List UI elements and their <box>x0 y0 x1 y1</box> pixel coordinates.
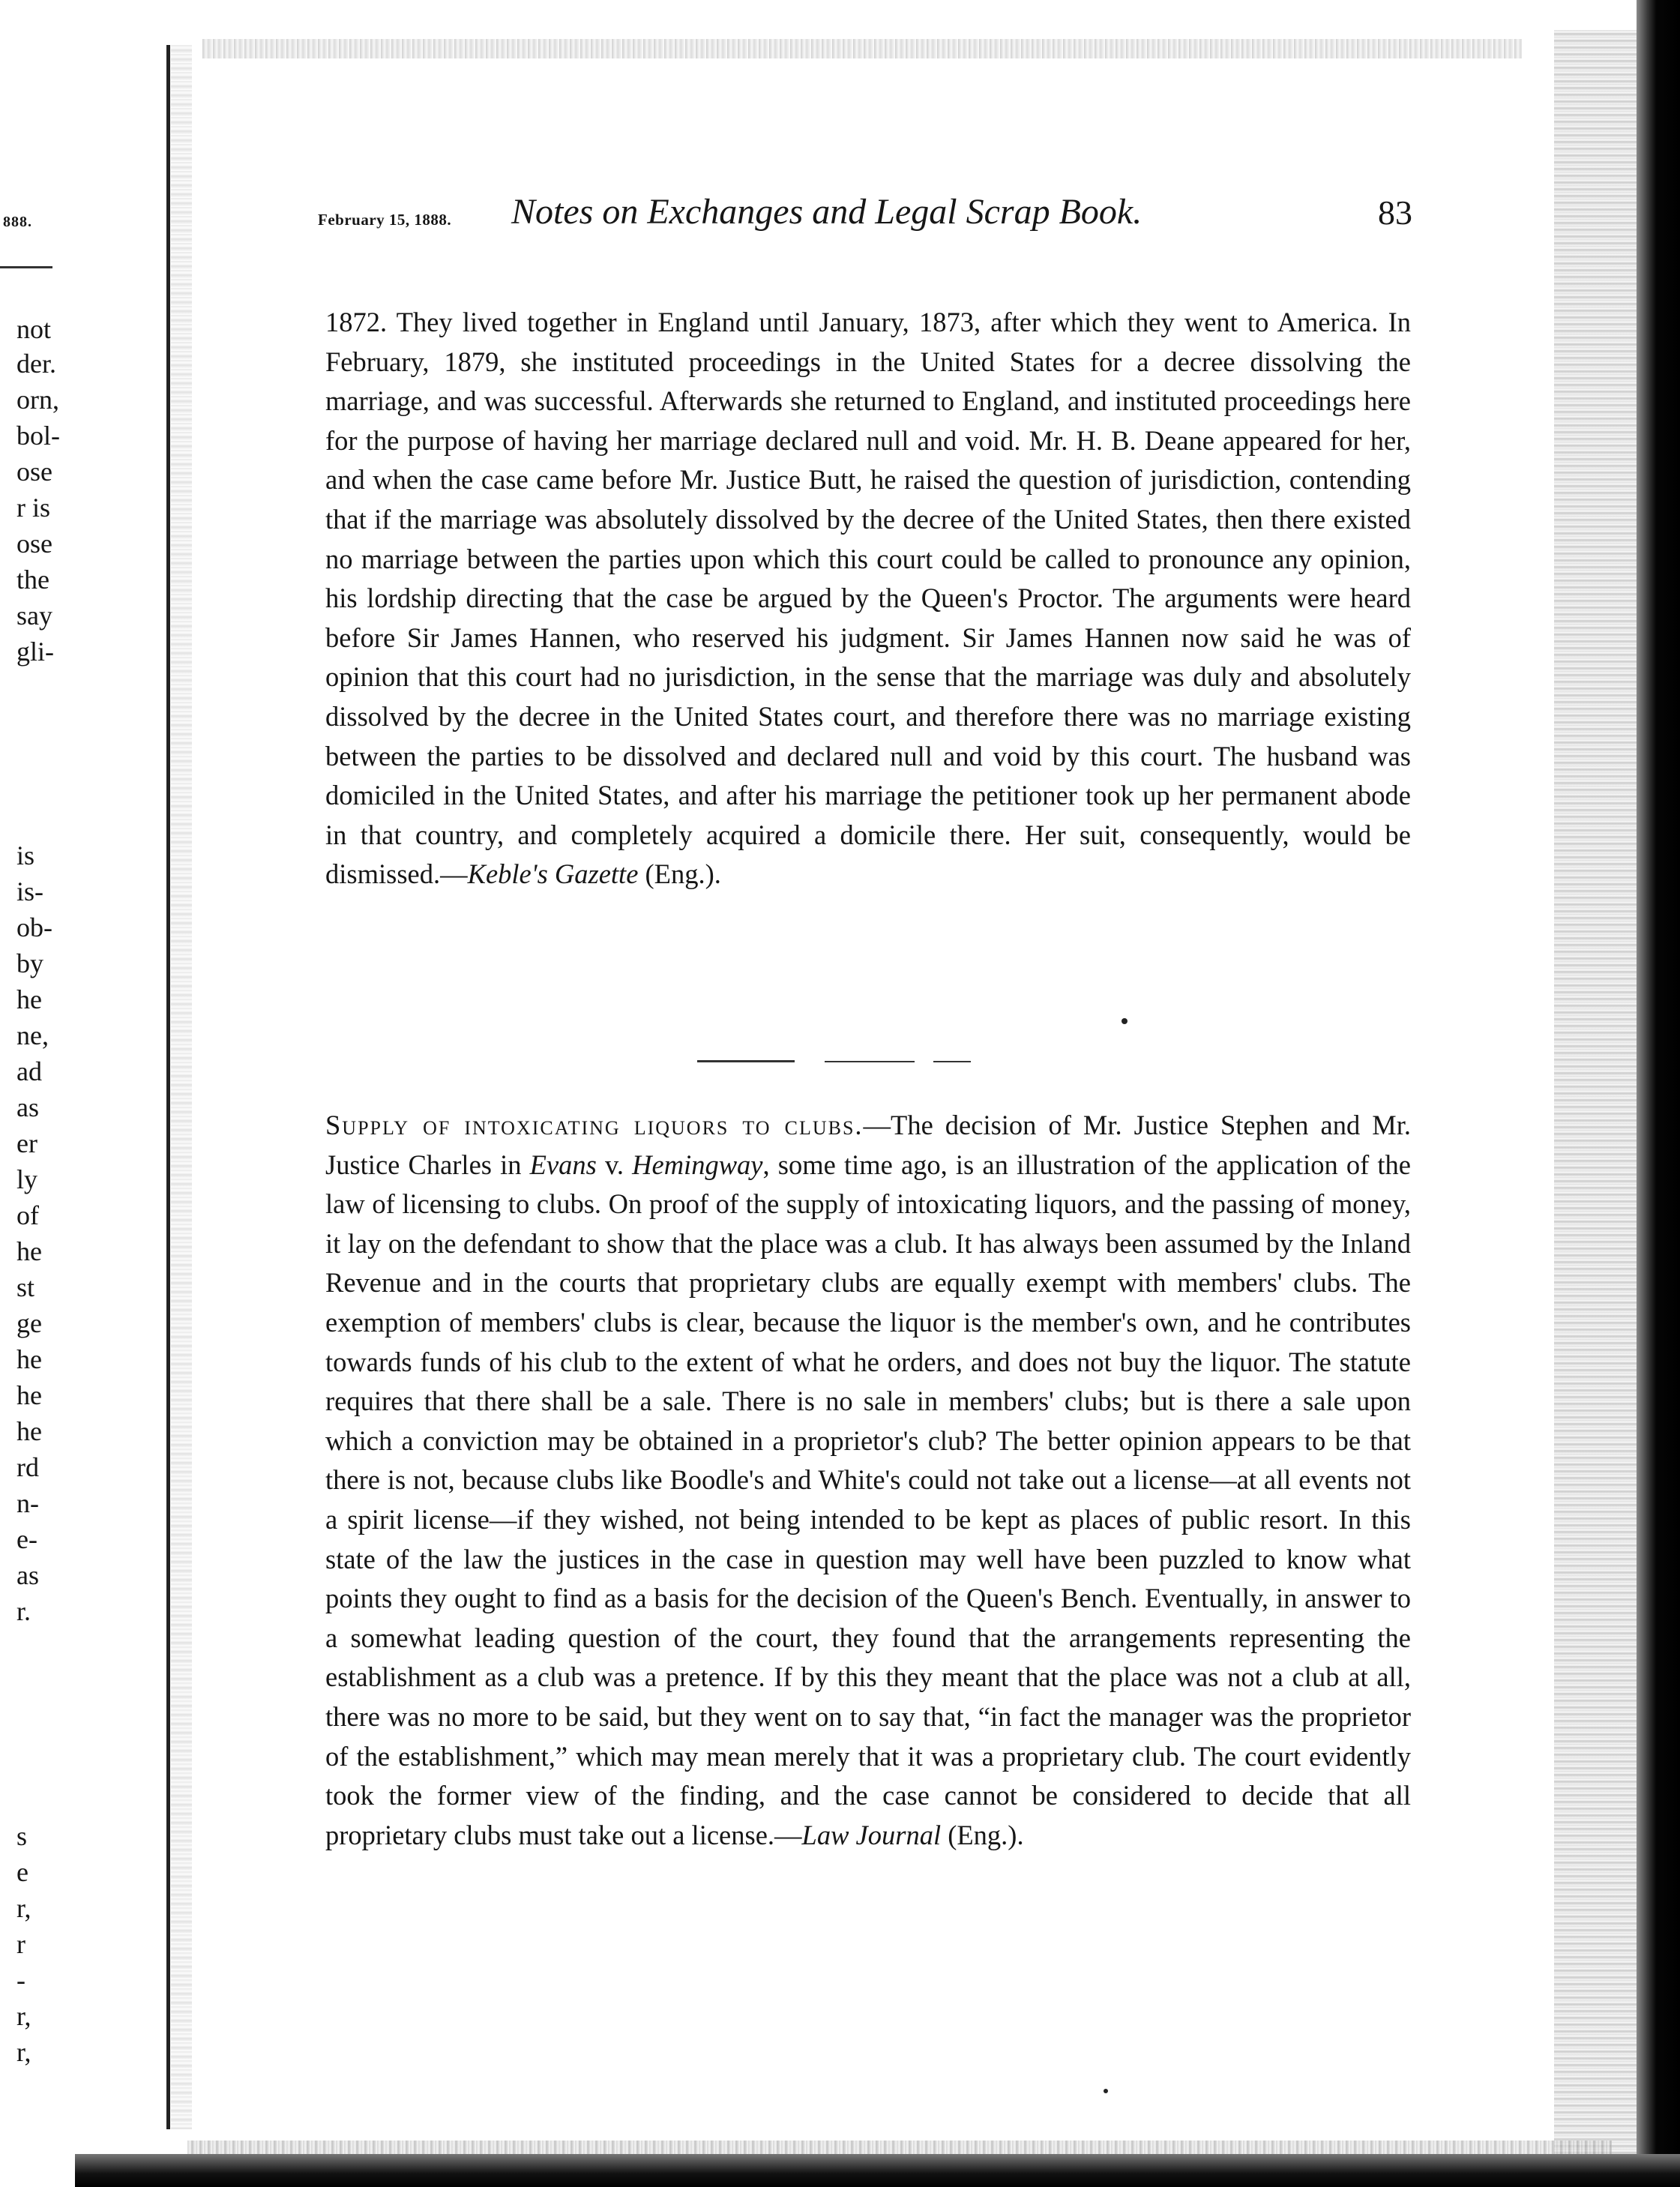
gutter-shadow <box>171 45 192 2129</box>
header-title: Notes on Exchanges and Legal Scrap Book. <box>511 192 1142 232</box>
running-header <box>318 191 1412 244</box>
article-1-source: Keble's Gazette <box>467 858 639 890</box>
article-2-source-suffix: (Eng.). <box>941 1819 1024 1850</box>
prev-page-fragment: orn, <box>16 385 59 415</box>
case-name-hemingway: Hemingway <box>632 1149 763 1180</box>
prev-page-fragment: by <box>16 948 43 978</box>
article-1-body: 1872. They lived together in England until January, 1873, after which they went to America. In February, 1879, she instituted proceedings in the United States for a decree dissolving the marriage, and was successful. Afterwards she returned to England, and instituted proceedings here for the purpose of having her marriage declared null and void. Mr. H. B. Deane appeared for her, and when the case came before Mr. Justice Butt, he raised the question of jurisdiction, contending that if the marriage was absolutely dissolved by the decree of the United States, then there existed no marriage between the parties upon which this court could be called to pronounce any opinion, his lordship directing that the case be argued by the Queen's Proctor. The arguments were heard before Sir James Hannen, who reserved his judgment. Sir James Hannen now said he was of opinion that this court had no jurisdiction, in the sense that the marriage was duly and absolutely dissolved by the decree in the United States court, and therefore there was no marriage existing between the parties to be dissolved and declared null and void by this court. The husband was domiciled in the United States, and after his marriage the petitioner took up her permanent abode in that country, and completely acquired a domicile there. Her suit, consequently, would be dismissed.— <box>325 307 1411 890</box>
prev-page-fragment: r is <box>16 493 50 523</box>
article-intoxicating-liquors <box>325 1106 1411 1855</box>
prev-page-fragment: ly <box>16 1164 38 1194</box>
prev-page-fragment: n- <box>16 1488 39 1518</box>
article-2-paragraph <box>325 1106 1411 1855</box>
scan-edge-right <box>1637 0 1680 2187</box>
prev-page-fragment: r. <box>16 1596 31 1626</box>
prev-page-fragment: gli- <box>16 637 54 667</box>
prev-page-fragment: r <box>16 1929 25 1959</box>
prev-page-fragment: st <box>16 1272 35 1302</box>
prev-page-fragment: ob- <box>16 912 52 942</box>
prev-page-fragment: ose <box>16 457 52 487</box>
prev-page-fragment: say <box>16 601 52 631</box>
previous-page-sliver <box>0 0 165 2187</box>
prev-page-fragment: as <box>16 1092 39 1122</box>
prev-page-fragment: ge <box>16 1308 42 1338</box>
prev-page-fragment: s <box>16 1821 28 1851</box>
prev-page-fragment: r, <box>16 1893 31 1923</box>
prev-page-fragment: ose <box>16 529 52 559</box>
prev-page-fragment: der. <box>16 349 56 379</box>
ink-speck-2 <box>1104 2089 1108 2093</box>
prev-page-fragment: is <box>16 840 35 870</box>
article-marriage-jurisdiction <box>325 303 1411 894</box>
prev-page-fragment: rd <box>16 1452 39 1482</box>
section-divider-3 <box>933 1061 971 1062</box>
section-divider-2 <box>825 1061 915 1062</box>
section-divider <box>697 1060 795 1062</box>
prev-page-fragment: r, <box>16 2037 31 2067</box>
prev-page-fragment: the <box>16 565 49 595</box>
prev-page-fragment: bol- <box>16 421 60 451</box>
prev-page-fragment: as <box>16 1560 39 1590</box>
scan-edge-right-noise <box>1554 30 1637 2159</box>
prev-page-fragment: not <box>16 314 52 344</box>
prev-page-fragment: he <box>16 1344 42 1374</box>
prev-page-fragment: ad <box>16 1056 42 1086</box>
header-date: February 15, 1888. <box>318 211 452 229</box>
prev-page-fragment: he <box>16 984 42 1014</box>
prev-page-fragment: he <box>16 1416 42 1446</box>
article-1-source-suffix: (Eng.). <box>638 858 721 890</box>
page-number: 83 <box>1378 193 1412 232</box>
article-2-heading: Supply of intoxicating liquors to clubs. <box>325 1110 864 1140</box>
scan-edge-bottom-noise <box>187 2141 1612 2154</box>
article-2-source: Law Journal <box>801 1819 942 1850</box>
prev-page-fragment: - <box>16 1965 25 1995</box>
prev-page-fragment: he <box>16 1236 42 1266</box>
prev-page-fragment: of <box>16 1200 39 1230</box>
case-name-evans: Evans <box>529 1149 597 1180</box>
gutter-line <box>166 45 170 2129</box>
ink-speck <box>1121 1018 1127 1024</box>
prev-page-fragment: e <box>16 1857 28 1887</box>
article-1-paragraph <box>325 303 1411 894</box>
prev-page-fragment: he <box>16 1380 42 1410</box>
case-versus: v. <box>596 1149 633 1180</box>
scan-edge-bottom <box>75 2154 1680 2187</box>
prev-page-fragment: e- <box>16 1524 37 1554</box>
article-2-body-a: —The decision of Mr. Justice Stephen and Mr. Justice Charles in <box>325 1110 1411 1180</box>
prev-page-year: 888. <box>3 214 32 230</box>
prev-page-fragment: er <box>16 1128 37 1158</box>
prev-page-fragment: ne, <box>16 1020 49 1050</box>
scan-edge-top <box>202 39 1522 58</box>
prev-page-fragment: is- <box>16 876 43 906</box>
article-2-body-b: , some time ago, is an illustration of the application of the law of licensing to clubs. On proof of the supply of intoxicating liquors, and the passing of money, it lay on the defendant to show that the place was a club. It has always been assumed by the Inland Revenue and in the courts that proprietary clubs are equally exempt with members' clubs. The exemption of members' clubs is clear, because the liquor is the member's own, and he contributes towards funds of his club to the extent of what he orders, and does not buy the liquor. The statute requires that there shall be a sale. There is no sale in members' clubs; but is there a sale upon which a conviction may be obtained in a proprietor's club? The better opinion appears to be that there is not, because clubs like Boodle's and White's could not take out a license—at all events not a spirit license—if they wished, not being intended to be kept as places of public resort. In this state of the law the justices in the case in question may well have been puzzled to know what points they ought to find as a basis for the decision of the Queen's Bench. Eventually, in answer to a somewhat leading question of the court, they found that the arrangements representing the establishment as a club was a pretence. If by this they meant that the place was not a club at all, there was no more to be said, but they went on to say that, “in fact the manager was the proprietor of the establishment,” which may mean merely that it was a proprietary club. The court evidently took the former view of the finding, and the case cannot be considered to decide that all proprietary clubs must take out a license.— <box>325 1149 1411 1850</box>
prev-page-fragment: r, <box>16 2001 31 2031</box>
